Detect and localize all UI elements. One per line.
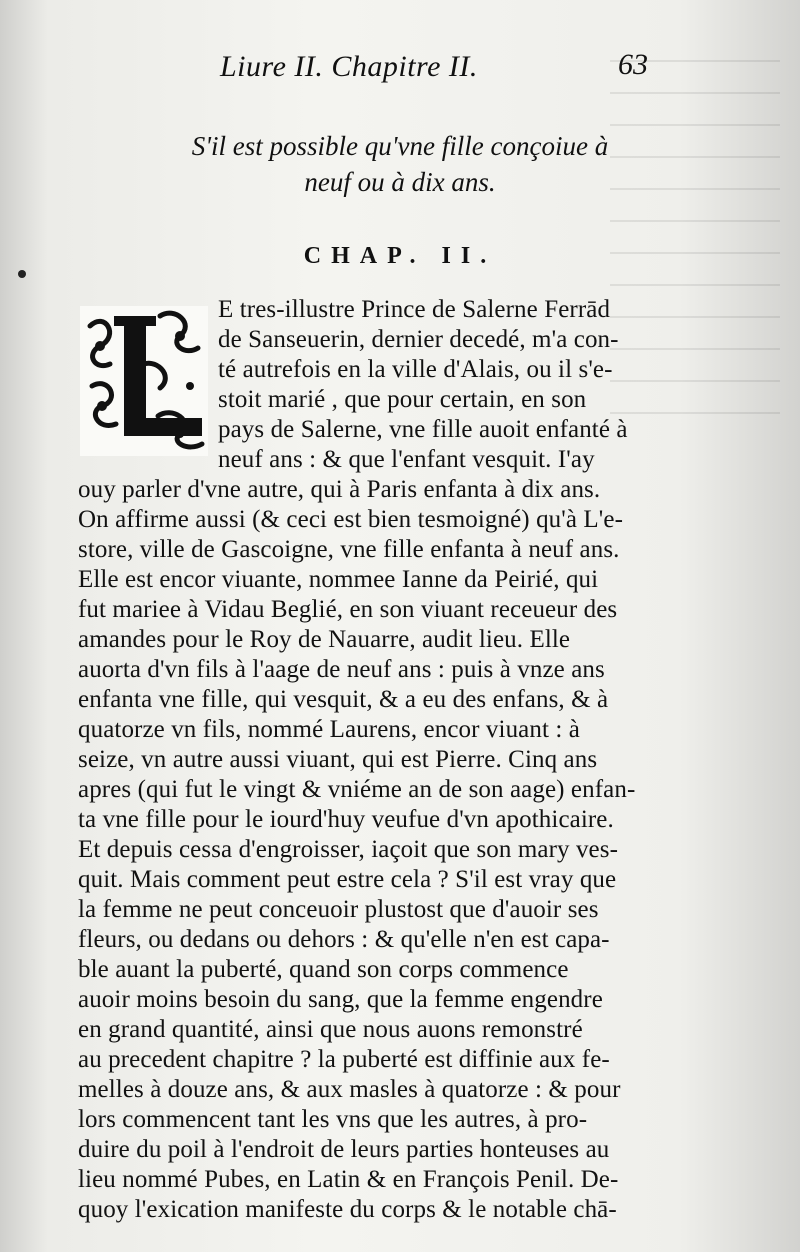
chapter-title-line-1: S'il est possible qu'vne fille conçoiue à [191,131,609,161]
body-line: au precedent chapitre ? la puberté est diffinie aux fe- [78,1046,610,1073]
body-line: lors commencent tant les vns que les autres, à pro- [78,1106,588,1133]
body-line: enfanta vne fille, qui vesquit, & a eu des enfans, & à [78,686,609,713]
body-line: apres (qui fut le vingt & vniéme an de son aage) enfan- [78,776,636,803]
body-line: Et depuis cessa d'engroisser, iaçoit que son mary ves- [78,836,619,863]
chapter-heading: CHAP. II. [303,243,497,269]
chapter-title [120,128,680,200]
body-line: stoit marié , que pour certain, en son [218,386,587,413]
body-line: ouy parler d'vne autre, qui à Paris enfanta à dix ans. [78,476,601,503]
body-line: fleurs, ou dedans ou dehors : & qu'elle n'en est capa- [78,926,610,953]
running-head: Liure II. Chapitre II. [220,50,478,83]
body-line: pays de Salerne, vne fille auoit enfanté à [218,416,628,443]
body-line: té autrefois en la ville d'Alais, ou il s'e- [218,356,613,383]
page-number: 63 [618,48,648,81]
body-line: de Sanseuerin, dernier decedé, m'a con- [218,326,619,353]
body-line: lieu nommé Pubes, en Latin & en François Penil. De- [78,1166,619,1193]
margin-ink-spot [18,270,26,278]
body-line: store, ville de Gascoigne, vne fille enfanta à neuf ans. [78,536,620,563]
body-line: quatorze vn fils, nommé Laurens, encor viuant : à [78,716,580,743]
body-line: auoir moins besoin du sang, que la femme engendre [78,986,603,1013]
body-line: melles à douze ans, & aux masles à quatorze : & pour [78,1076,621,1103]
body-line: seize, vn autre aussi viuant, qui est Pierre. Cinq ans [78,746,598,773]
bleed-through-texture [610,60,780,420]
body-line: neuf ans : & que l'enfant vesquit. I'ay [218,446,595,473]
body-line: en grand quantité, ainsi que nous auons remonstré [78,1016,583,1043]
body-line: la femme ne peut conceuoir plustost que d'auoir ses [78,896,599,923]
body-line: ble auant la puberté, quand son corps commence [78,956,569,983]
body-line: E tres-illustre Prince de Salerne Ferrād [218,296,611,323]
body-line: duire du poil à l'endroit de leurs parties honteuses au [78,1136,610,1163]
body-line: ta vne fille pour le iourd'huy veufue d'vn apothicaire. [78,806,614,833]
body-line: Elle est encor viuante, nommee Ianne da Peirié, qui [78,566,599,593]
body-line: fut mariee à Vidau Beglié, en son viuant receueur des [78,596,618,623]
body-line: On affirme aussi (& ceci est bien tesmoigné) qu'à L'e- [78,506,624,533]
body-line: auorta d'vn fils à l'aage de neuf ans : puis à vnze ans [78,656,605,683]
body-line: quit. Mais comment peut estre cela ? S'il est vray que [78,866,617,893]
chapter-title-line-2: neuf ou à dix ans. [304,167,496,197]
body-line: amandes pour le Roy de Nauarre, audit lieu. Elle [78,626,571,653]
page-header [0,48,800,88]
body-line: quoy l'exication manifeste du corps & le notable chā- [78,1196,617,1223]
ornamental-drop-cap-l [80,306,208,456]
